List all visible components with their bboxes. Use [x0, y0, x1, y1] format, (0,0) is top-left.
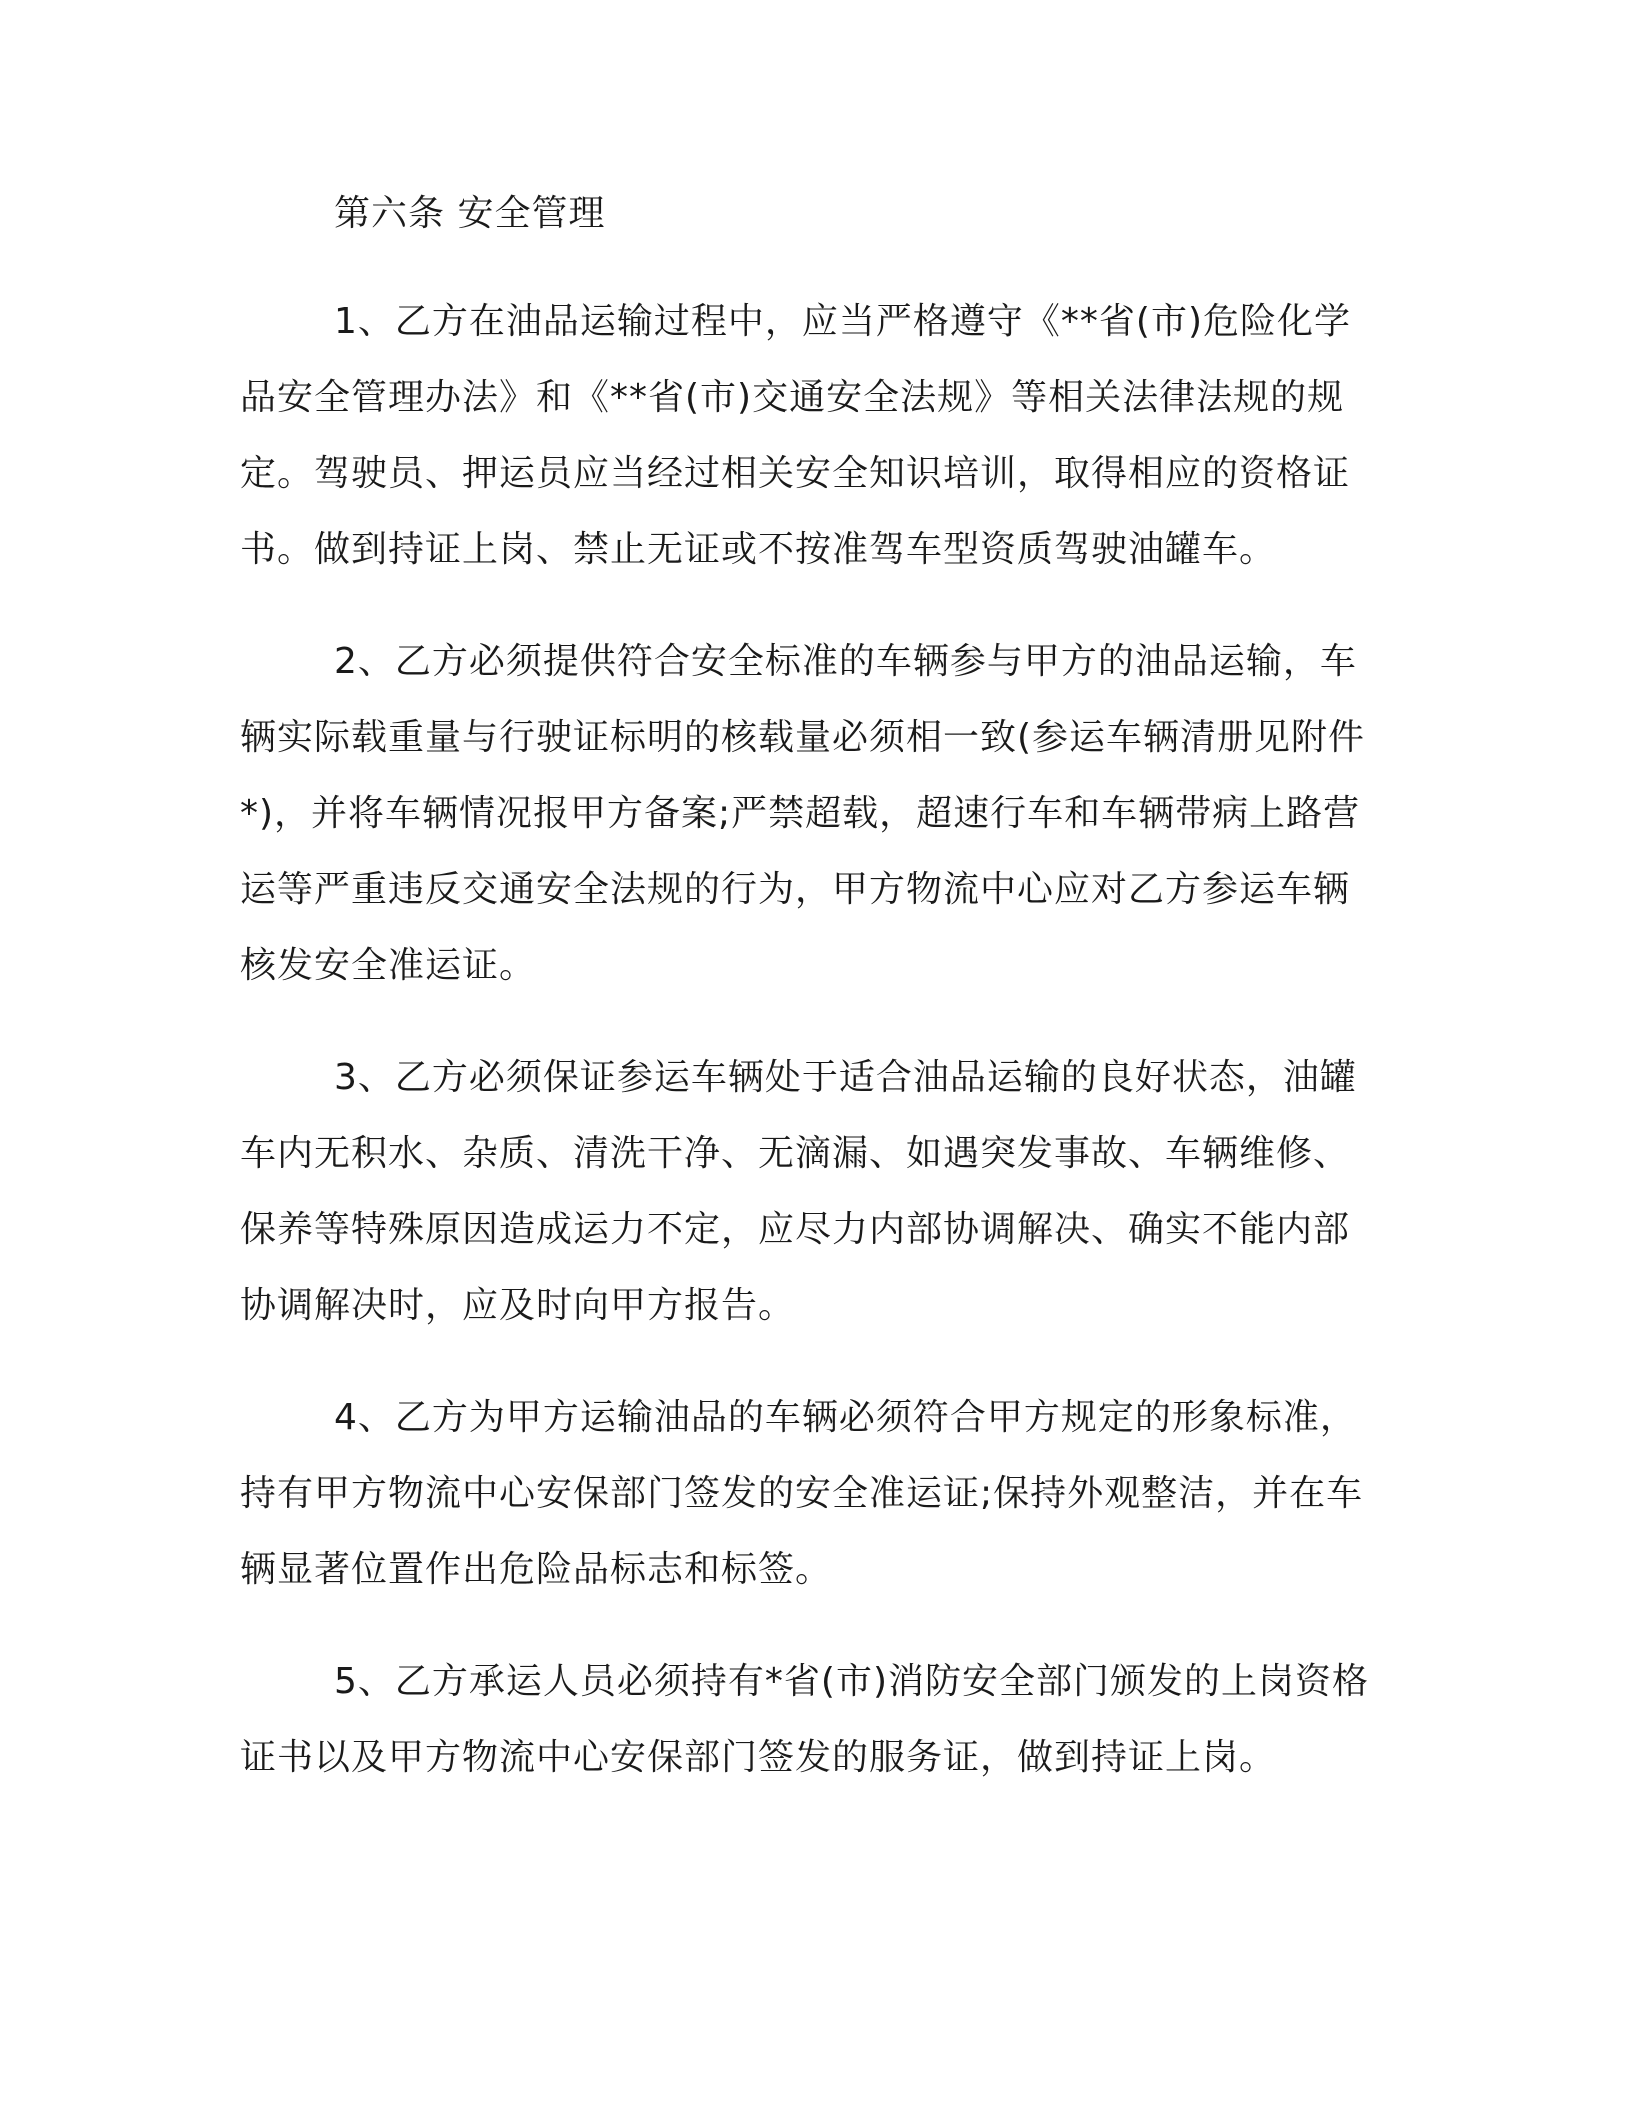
- section-heading: 第六条 安全管理: [334, 193, 606, 234]
- paragraph-4: 4、乙方为甲方运输油品的车辆必须符合甲方规定的形象标准，持有甲方物流中心安保部门签发的安全准运证;保持外观整洁，并在车辆显著位置作出危险品标志和标签。: [240, 1397, 1364, 1590]
- paragraph-3: 3、乙方必须保证参运车辆处于适合油品运输的良好状态，油罐车内无积水、杂质、清洗干净、无滴漏、如遇突发事故、车辆维修、保养等特殊原因造成运力不定，应尽力内部协调解决、确实不能内部协调解决时，应及时向甲方报告。: [240, 1057, 1357, 1326]
- paragraph-5: 5、乙方承运人员必须持有*省(市)消防安全部门颁发的上岗资格证书以及甲方物流中心安保部门签发的服务证，做到持证上岗。: [240, 1661, 1369, 1778]
- paragraph-1: 1、乙方在油品运输过程中，应当严格遵守《**省(市)危险化学品安全管理办法》和《**省(市)交通安全法规》等相关法律法规的规定。驾驶员、押运员应当经过相关安全知识培训，取得相应的资格证书。做到持证上岗、禁止无证或不按准驾车型资质驾驶油罐车。: [240, 301, 1351, 570]
- paragraph-2: 2、乙方必须提供符合安全标准的车辆参与甲方的油品运输，车辆实际载重量与行驶证标明的核载量必须相一致(参运车辆清册见附件*)，并将车辆情况报甲方备案;严禁超载，超速行车和车辆带病上路营运等严重违反交通安全法规的行为，甲方物流中心应对乙方参运车辆核发安全准运证。: [240, 641, 1366, 986]
- document-body: [240, 190, 1385, 1796]
